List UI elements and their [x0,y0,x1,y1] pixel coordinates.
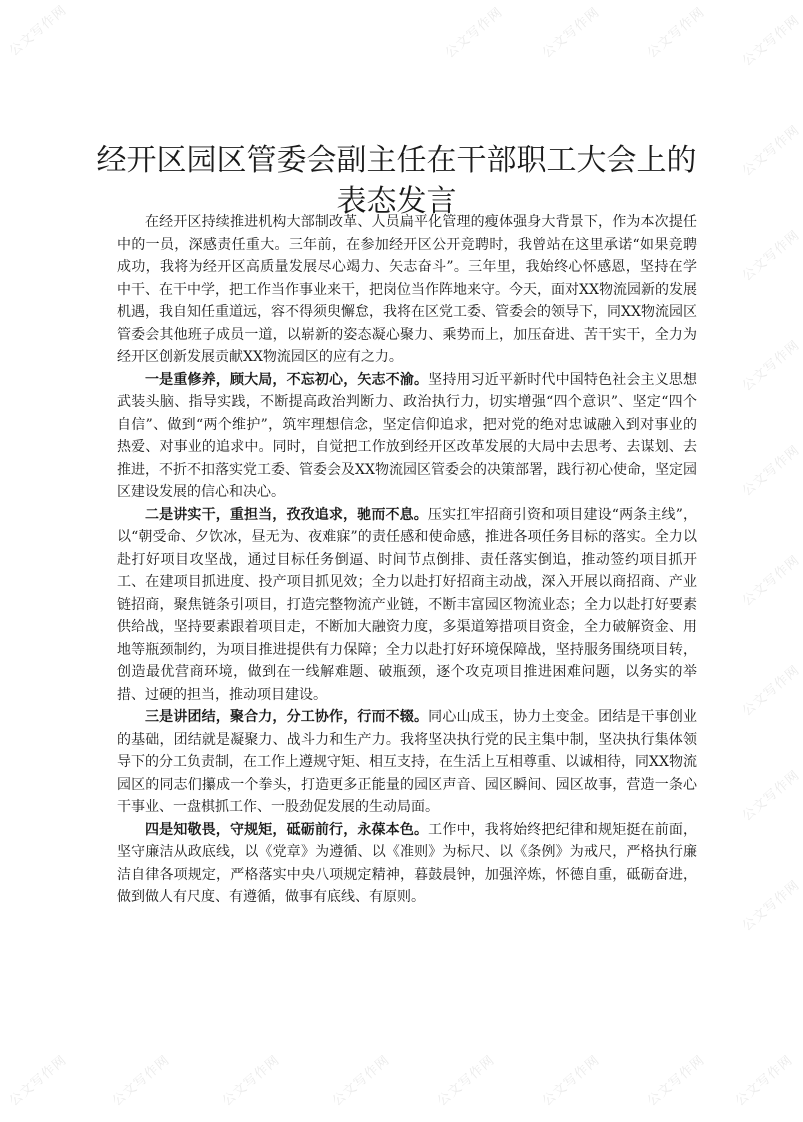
watermark: 公文写作网 [6,2,70,60]
watermark: 公文写作网 [109,1052,173,1110]
watermark: 公文写作网 [739,767,803,825]
paragraph-text: 同心山成玉，协力土变金。团结是干事创业的基础，团结就是凝聚力、战斗力和生产力。我将坚决执行党的民主集中制，坚决执行集体领导下的分工负责制，在工作上遵规守矩、相互支持，在生活上互相尊重、以诚相待，同XX物流园区的同志们攥成一个拳头，打造更多正能量的园区声音、园区瞬间、园区故事，营造一条心干事业、一盘棋抓工作、一股劲促发展的生动局面。 [117,709,698,815]
paragraph-point-2 [117,504,697,707]
paragraph-text: 压实扛牢招商引资和项目建设“两条主线”，以“朝受命、夕饮冰，昼无为、夜难寐”的责任感和使命感，推进各项任务目标的落实。全力以赴打好项目攻坚战，通过目标任务倒逼、时间节点倒排、责任落实倒追，推动签约项目抓开工、在建项目抓进度、投产项目抓见效；全力以赴打好招商主动战，深入开展以商招商、产业链招商，聚焦链条引项目，打造完整物流产业链，不断丰富园区物流业态；全力以赴打好要素供给战，坚持要素跟着项目走，不断加大融资力度，多渠道筹措项目资金，全力破解资金、用地等瓶颈制约，为项目推进提供有力保障；全力以赴打好环境保障战，坚持服务围绕项目转，创造最优营商环境，做到在一线解难题、破瓶颈，逐个攻克项目推进困难问题，以务实的举措、过硬的担当，推动项目建设。 [117,506,697,703]
watermark: 公文写作网 [219,1052,283,1110]
paragraph-point-4 [117,819,697,909]
watermark: 公文写作网 [739,552,803,610]
watermark: 公文写作网 [739,12,803,70]
paragraph-lead: 二是讲实干，重担当，孜孜追求，驰而不息。 [145,506,428,523]
watermark: 公文写作网 [732,1052,796,1110]
paragraph-intro [117,211,697,369]
paragraph-text: 工作中，我将始终把纪律和规矩挺在前面，坚守廉洁从政底线，以《党章》为遵循、以《准则》为标尺、以《条例》为戒尺，严格执行廉洁自律各项规定，严格落实中央八项规定精神，暮鼓晨钟，加强淬炼，怀德自重，砥砺奋进，做到做人有尺度、有遵循，做事有底线、有原则。 [117,821,698,905]
watermark: 公文写作网 [739,442,803,500]
watermark: 公文写作网 [739,662,803,720]
watermark: 公文写作网 [6,1052,70,1110]
paragraph-lead: 四是知敬畏，守规矩，砥砺前行，永葆本色。 [145,821,429,838]
paragraph-point-3 [117,706,697,819]
paragraph-lead: 三是讲团结，聚合力，分工协作，行而不辍。 [145,709,429,725]
watermark: 公文写作网 [434,1052,498,1110]
watermark: 公文写作网 [739,877,803,935]
watermark: 公文写作网 [644,4,708,62]
watermark: 公文写作网 [539,1052,603,1110]
document-body [117,211,697,909]
paragraph-lead: 一是重修养，顾大局，不忘初心，矢志不渝。 [145,371,429,388]
watermark: 公文写作网 [539,4,603,62]
watermark: 公文写作网 [739,227,803,285]
watermark: 公文写作网 [739,337,803,395]
watermark: 公文写作网 [644,1052,708,1110]
watermark: 公文写作网 [739,122,803,180]
watermark: 公文写作网 [442,4,506,62]
paragraph-text: 坚持用习近平新时代中国特色社会主义思想武装头脑、指导实践，不断提高政治判断力、政治执行力，切实增强“四个意识”、坚定“四个自信”、做到“两个维护”，筑牢理想信念，坚定信仰追求，把对党的绝对忠诚融入到对事业的热爱、对事业的追求中。同时，自觉把工作放到经开区改革发展的大局中去思考、去谋划、去推进，不折不扣落实党工委、管委会及XX物流园区管委会的决策部署，践行初心使命，坚定园区建设发展的信心和决心。 [117,371,698,500]
watermark: 公文写作网 [329,1052,393,1110]
document-title: 经开区园区管委会副主任在干部职工大会上的表态发言 [96,143,697,219]
paragraph-point-1 [117,369,697,504]
paragraph-text: 在经开区持续推进机构大部制改革、人员扁平化管理的瘦体强身大背景下，作为本次提任中的一员，深感责任重大。三年前，在参加经开区公开竞聘时，我曾站在这里承诺“如果竞聘成功，我将为经开区高质量发展尽心竭力、矢志奋斗”。三年里，我始终心怀感恩，坚持在学中干、在干中学，把工作当作事业来干，把岗位当作阵地来守。今天，面对XX物流园新的发展机遇，我自知任重道远，容不得须臾懈怠，我将在区党工委、管委会的领导下，同XX物流园区管委会其他班子成员一道，以崭新的姿态凝心聚力、乘势而上，加压奋进、苦干实干，全力为经开区创新发展贡献XX物流园区的应有之力。 [117,214,697,365]
